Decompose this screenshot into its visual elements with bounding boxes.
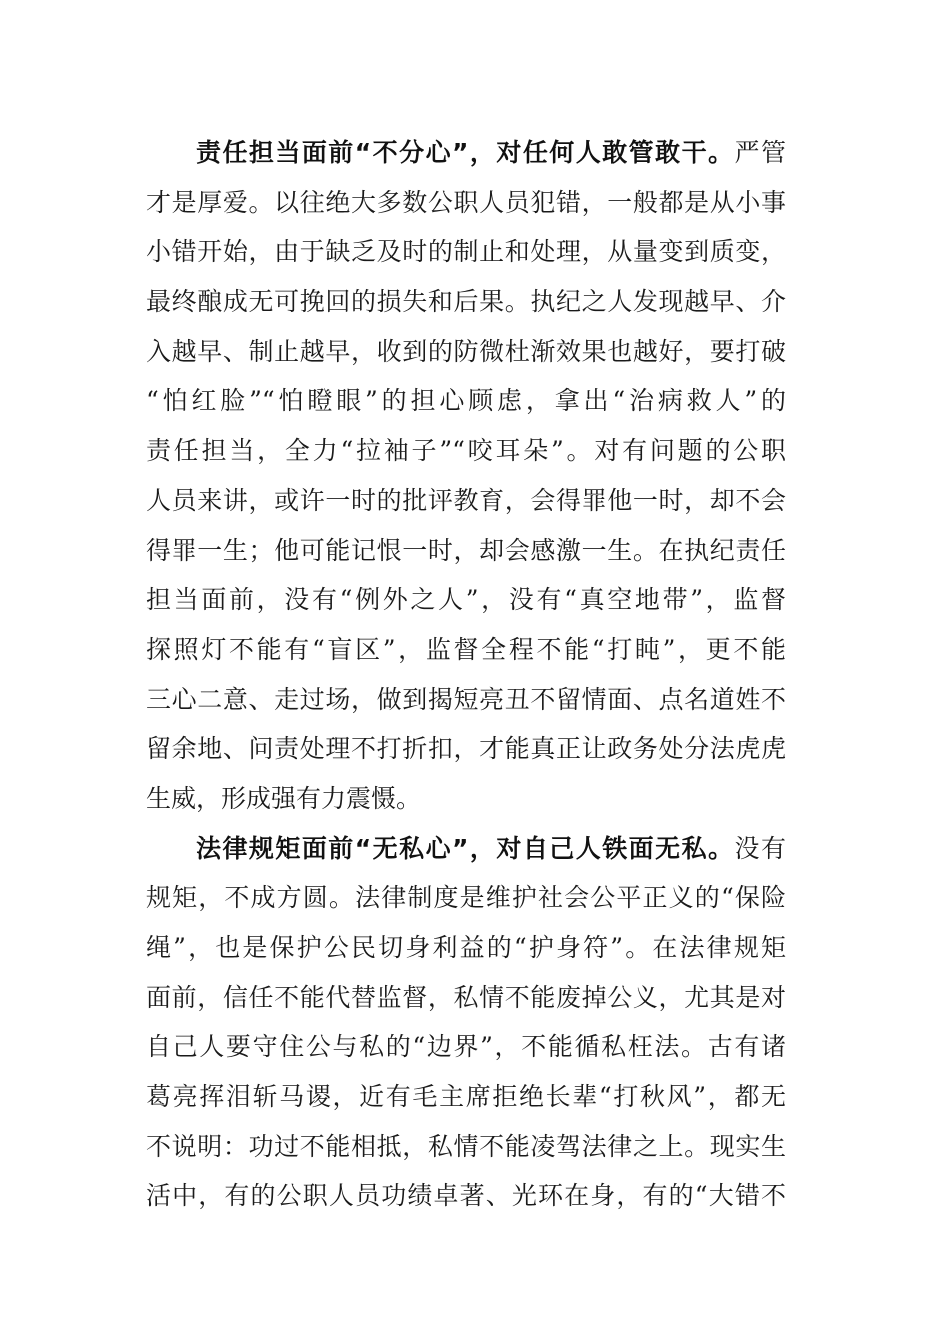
paragraph-2-line: 葛亮挥泪斩马谡，近有毛主席拒绝长辈“打秋风”，都无 bbox=[146, 1082, 786, 1112]
paragraph-1-line: 人员来讲，或许一时的批评教育，会得罪他一时，却不会 bbox=[146, 485, 786, 515]
paragraph-1-line: 担当面前，没有“例外之人”，没有“真空地带”，监督 bbox=[146, 585, 786, 615]
paragraph-2-line: 不说明：功过不能相抵，私情不能凌驾法律之上。现实生 bbox=[146, 1131, 786, 1161]
paragraph-1-line: 入越早、制止越早，收到的防微杜渐效果也越好，要打破 bbox=[146, 336, 786, 366]
paragraph-1-heading: 责任担当面前“不分心”，对任何人敢管敢干。 bbox=[196, 138, 735, 167]
paragraph-1-line: 最终酿成无可挽回的损失和后果。执纪之人发现越早、介 bbox=[146, 287, 786, 317]
paragraph-2-line: 规矩，不成方圆。法律制度是维护社会公平正义的“保险 bbox=[146, 883, 786, 913]
paragraph-1-line: 责任担当，全力“拉袖子”“咬耳朵”。对有问题的公职 bbox=[146, 436, 786, 466]
paragraph-1-last-line: 生威，形成强有力震慑。 bbox=[146, 783, 422, 813]
paragraph-1-line: 才是厚爱。以往绝大多数公职人员犯错，一般都是从小事 bbox=[146, 187, 786, 217]
paragraph-1-line: “怕红脸”“怕瞪眼”的担心顾虑，拿出“治病救人”的 bbox=[146, 386, 786, 416]
paragraph-2-line: 绳”，也是保护公民切身利益的“护身符”。在法律规矩 bbox=[146, 933, 786, 962]
paragraph-2-line: 自己人要守住公与私的“边界”，不能循私枉法。古有诸 bbox=[146, 1032, 786, 1062]
paragraph-1-first-line-text: 严管 bbox=[734, 138, 786, 167]
paragraph-2-first-line-text: 没有 bbox=[734, 833, 786, 863]
paragraph-2-line: 活中，有的公职人员功绩卓著、光环在身，有的“大错不 bbox=[146, 1181, 786, 1211]
paragraph-2-first-line bbox=[146, 824, 786, 874]
paragraph-1-line: 得罪一生；他可能记恨一时，却会感激一生。在执纪责任 bbox=[146, 535, 786, 565]
paragraph-2-heading: 法律规矩面前“无私心”，对自己人铁面无私。 bbox=[196, 833, 735, 863]
paragraph-1-line: 小错开始，由于缺乏及时的制止和处理，从量变到质变， bbox=[146, 237, 786, 267]
document-body bbox=[146, 128, 786, 1221]
paragraph-1-line: 三心二意、走过场，做到揭短亮丑不留情面、点名道姓不 bbox=[146, 684, 786, 714]
paragraph-2-line: 面前，信任不能代替监督，私情不能废掉公义，尤其是对 bbox=[146, 982, 786, 1012]
paragraph-1-line: 留余地、问责处理不打折扣，才能真正让政务处分法虎虎 bbox=[146, 734, 786, 764]
paragraph-1-line: 探照灯不能有“盲区”，监督全程不能“打盹”，更不能 bbox=[146, 634, 786, 664]
paragraph-1-first-line bbox=[146, 128, 786, 178]
